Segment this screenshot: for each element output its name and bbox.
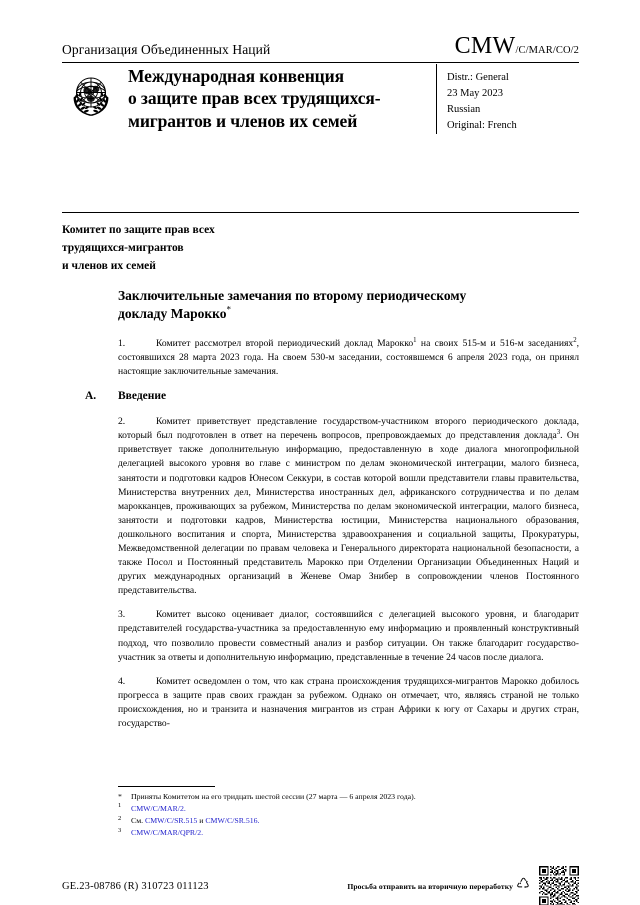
footnote-text-mid: и — [197, 816, 206, 826]
committee-name-line3: и членов их семей — [62, 259, 156, 272]
paragraph-text: Комитет высоко оценивает диалог, состоявшийся с делегацией высокого уровня, и благодарит представителей государства-участника за предоставленную ему информацию и проявленный конструктивный подход, что позволило провести совместный анализ и разбор ситуации. Он также благодарит государство-участник за ответы и дополнительную информацию, представленные в течение 24 часов после диалога. — [118, 609, 579, 663]
paragraph-4 — [118, 675, 579, 731]
convention-title — [128, 64, 436, 132]
footnotes — [118, 786, 579, 839]
page-footer — [62, 866, 579, 905]
un-emblem — [62, 64, 128, 125]
distribution-type: Distr.: General — [447, 72, 509, 83]
header-rule — [62, 62, 579, 63]
convention-title-line2: о защите прав всех трудящихся- — [128, 88, 381, 109]
footnote-text: Приняты Комитетом на его тридцать шестой сессии (27 марта — 6 апреля 2023 года). — [131, 792, 416, 801]
paragraph-number: 4. — [118, 675, 126, 687]
footnote-text: См. — [131, 816, 146, 826]
recycle-notice — [347, 876, 531, 896]
paragraph-2 — [118, 415, 579, 598]
section-heading-a — [85, 389, 579, 404]
section-letter: A. — [85, 390, 97, 403]
qr-code[interactable] — [539, 866, 579, 905]
page-title-line2: докладу Марокко — [118, 305, 227, 321]
paragraph-number: 2. — [118, 416, 126, 428]
document-code: GE.23-08786 (R) 310723 011123 — [62, 880, 209, 892]
committee-name-line1: Комитет по защите прав всех — [62, 224, 215, 236]
paragraph-text: Комитет рассмотрел второй периодический доклад Марокко$^1$ на своих 515-м и 516-м заседаниях$^2$, состоявшихся 28 марта 2023 года. На своем 530-м заседании, состоявшемся 6 апреля 2023 года, он принял настоящие заключительные замечания. — [118, 336, 579, 378]
organization-name: Организация Объединенных Наций — [62, 42, 271, 58]
footnote-asterisk: * Приняты Комитетом на его тридцать шестой сессии (27 марта — 6 апреля 2023 года). — [118, 792, 416, 801]
document-body — [85, 287, 579, 741]
footnote-separator — [118, 786, 215, 787]
symbol-sub: /C/MAR/CO/2 — [515, 45, 579, 56]
recycle-text: Просьба отправить на вторичную переработку — [347, 881, 513, 891]
section-divider-rule — [62, 212, 579, 213]
paragraph-number: 1. — [118, 337, 126, 349]
page-title — [118, 287, 579, 323]
page-title-footnote-mark: * — [226, 304, 232, 315]
committee-name — [62, 222, 322, 276]
document-symbol — [455, 34, 579, 59]
footnote-3: 3 CMW/C/MAR/QPR/2. — [118, 826, 204, 838]
committee-name-line2: трудящихся-мигрантов — [62, 241, 184, 254]
title-block — [62, 64, 579, 134]
footnote-link[interactable]: CMW/C/MAR/2. — [131, 804, 186, 814]
footnote-2: 2 См. CMW/C/SR.515 и CMW/C/SR.516. — [118, 814, 260, 826]
recycle-icon — [516, 876, 531, 896]
masthead — [62, 34, 579, 63]
distribution-date: 23 May 2023 — [447, 87, 503, 99]
page-title-line1: Заключительные замечания по второму периодическому — [118, 288, 467, 303]
footnote-link[interactable]: CMW/C/MAR/QPR/2. — [131, 828, 204, 838]
distribution-original: Original: French — [447, 119, 517, 131]
convention-title-line1: Международная конвенция — [128, 66, 345, 86]
section-title: Введение — [118, 390, 167, 403]
symbol-main: CMW — [454, 33, 516, 59]
convention-title-line3: мигрантов и членов их семей — [128, 110, 358, 131]
paragraph-1 — [118, 337, 579, 379]
footnote-link-2[interactable]: CMW/C/SR.516. — [205, 816, 260, 826]
paragraph-3 — [118, 608, 579, 664]
paragraph-text: Комитет приветствует представление государством-участником второго периодического доклада, который был подготовлен в ответ на перечень вопросов, препровождаемых до представления доклада$^3$. Он приветствует также дополнительную информацию, предоставленную в ходе диалога многопрофильной делегацией высокого уровня во главе с министром по делам экономической интеграции, малого бизнеса, занятости и подготовки кадров Юнесом Секкури, в состав которой вошли представители главы правительства, Министерства внутренних дел, Министерства иностранных дел, африканского сотрудничества и по делам марокканцев, проживающих за рубежом, Министерства по делам экономической интеграции, малого бизнеса, занятости и подготовки кадров, Министерства юстиции, Министерства национального образования, дошкольного воспитания и спорта, Министерства здравоохранения и социальной защиты, Прокуратуры, Межведомственной делегации по правам человека и Генерального директората национальной безопасности, а также Посол и Постоянный представитель Марокко при Отделении Организации Объединенных Наций и других международных организаций в Женеве Омар Знибер в сопровождении членов Постоянного представительства. — [118, 416, 579, 597]
paragraph-number: 3. — [118, 609, 126, 621]
distribution-language: Russian — [447, 103, 481, 115]
footnote-link[interactable]: CMW/C/SR.515 — [145, 816, 198, 826]
masthead-row — [62, 34, 579, 59]
footnote-1: 1 CMW/C/MAR/2. — [118, 802, 186, 814]
distribution-block — [436, 64, 579, 134]
paragraph-text: Комитет осведомлен о том, что как страна происхождения трудящихся-мигрантов Марокко добилось прогресса в защите прав своих граждан за рубежом. Однако он отмечает, что, являясь страной не только происхождения, но и транзита и назначения мигрантов из стран Африки к югу от Сахары и других стран, государство- — [118, 675, 579, 729]
